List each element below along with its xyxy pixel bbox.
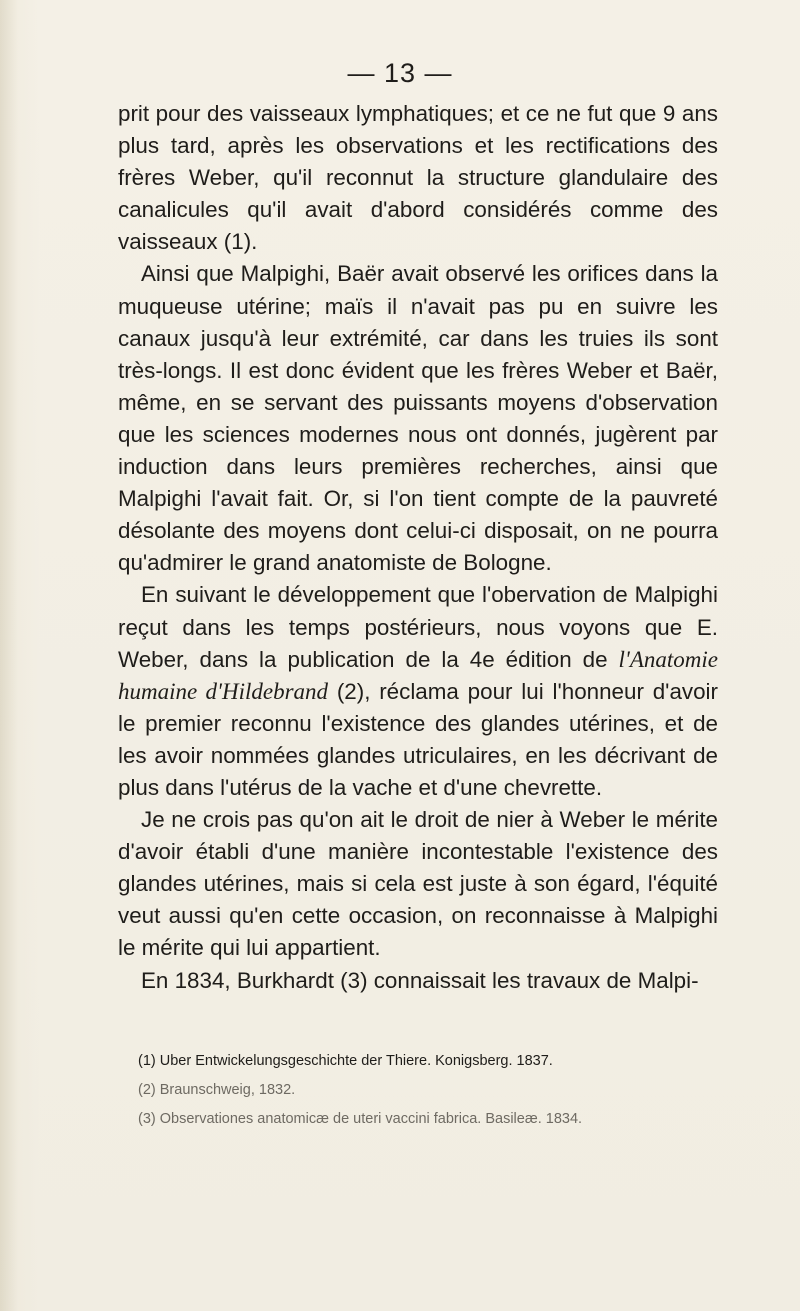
footnote-2: (2) Braunschweig, 1832. bbox=[138, 1082, 296, 1098]
paragraph-1: prit pour des vaisseaux lymphatiques; et ce ne fut que 9 ans plus tard, après les observations et les rectifications des frères Weber, qu'il reconnut la structure glandulaire des canalicules qu'il avait d'abord considérés comme des vaisseaux (1). bbox=[118, 101, 718, 255]
paragraph-3 bbox=[118, 579, 718, 804]
footnotes bbox=[138, 1047, 738, 1134]
footnote-3: (3) Observationes anatomicæ de uteri vaccini fabrica. Basileæ. 1834. bbox=[138, 1111, 583, 1127]
paragraph-3-text-before: En suivant le développement que l'obervation de Malpighi reçut dans les temps postérieurs, nous voyons que E. Weber, dans la publication de la 4e édition de bbox=[118, 582, 718, 672]
footnote-1: (1) Uber Entwickelungsgeschichte der Thiere. Konigsberg. 1837. bbox=[138, 1053, 553, 1069]
paragraph-2: Ainsi que Malpighi, Baër avait observé les orifices dans la muqueuse utérine; maïs il n'avait pas pu en suivre les canaux jusqu'à leur extrémité, car dans les truies ils sont très-longs. Il est donc évident que les frères Weber et Baër, même, en se servant des puissants moyens d'observation que les sciences modernes nous ont donnés, jugèrent par induction dans leurs premières recherches, ainsi que Malpighi l'avait fait. Or, si l'on tient compte de la pauvreté désolante des moyens dont celui-ci disposait, on ne pourra qu'admirer le grand anatomiste de Bologne. bbox=[118, 261, 718, 576]
page-number: — 13 — bbox=[347, 58, 453, 88]
paragraph-3-text-after: (2), réclama pour lui l'honneur d'avoir le premier reconnu l'existence des glandes utérines, et de les avoir nommées glandes utriculaires, en les décrivant de plus dans l'utérus de la vache et d'une chevrette. bbox=[118, 678, 718, 800]
book-title-italic: l'Anatomie humaine d'Hildebrand bbox=[118, 646, 718, 704]
paragraph-5: En 1834, Burkhardt (3) connaissait les travaux de Malpi- bbox=[141, 967, 699, 993]
paragraph-4: Je ne crois pas qu'on ait le droit de nier à Weber le mérite d'avoir établi d'une manière incontestable l'existence des glandes utérines, mais si cela est juste à son égard, l'équité veut aussi qu'en cette occasion, on reconnaisse à Malpighi le mérite qui lui appartient. bbox=[118, 807, 718, 961]
body-text bbox=[118, 98, 718, 997]
